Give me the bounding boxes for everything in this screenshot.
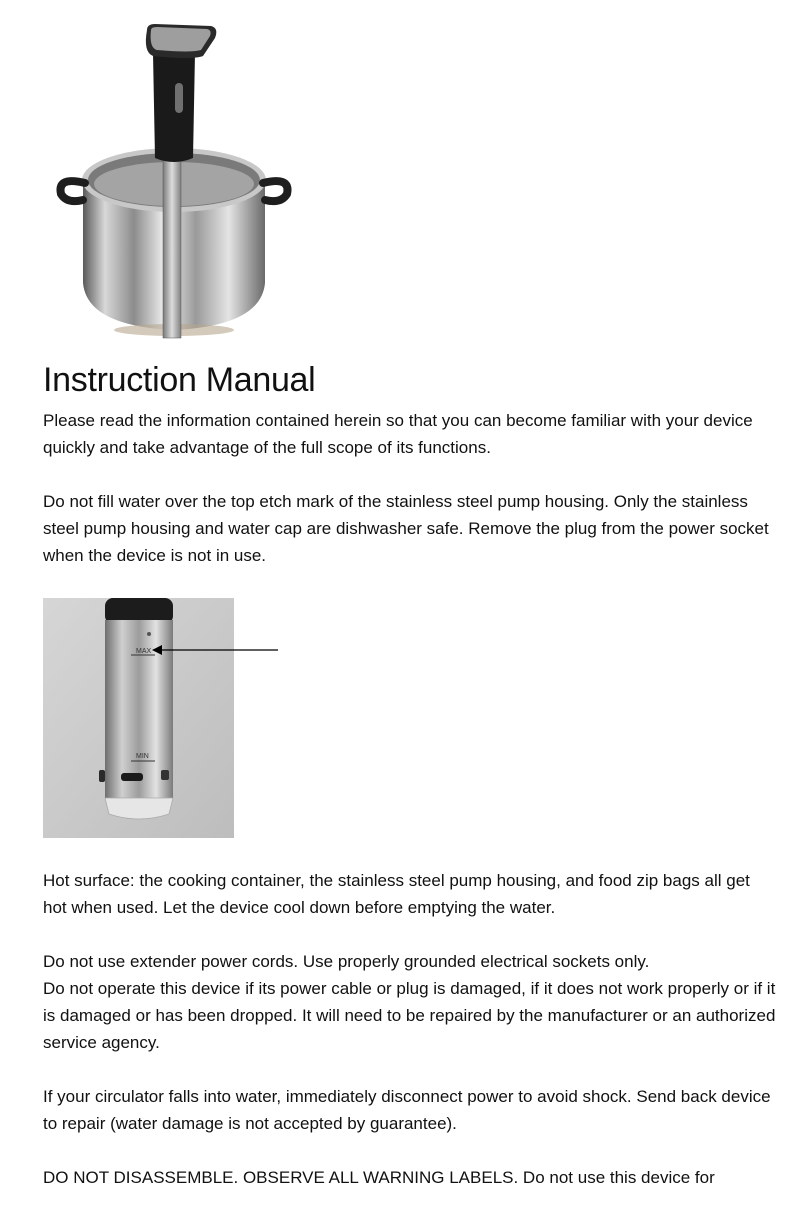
max-pointer-arrow bbox=[150, 640, 280, 660]
max-mark-label: MAX bbox=[136, 648, 152, 655]
water-fall-paragraph: If your circulator falls into water, immediately disconnect power to avoid shock. Send back device to repair (water damage is not accepted by guarantee). bbox=[43, 1087, 771, 1133]
disassemble-warning-paragraph: DO NOT DISASSEMBLE. OBSERVE ALL WARNING LABELS. Do not use this device for bbox=[43, 1168, 715, 1187]
damaged-device-paragraph: Do not operate this device if its power cable or plug is damaged, if it does not work properly or if it is damaged or has been dropped. It will need to be repaired by the manufacturer or an authorized service agency. bbox=[43, 979, 776, 1052]
hot-surface-paragraph: Hot surface: the cooking container, the stainless steel pump housing, and food zip bags all get hot when used. Let the device cool down before emptying the water. bbox=[43, 871, 750, 917]
product-photo bbox=[43, 8, 305, 348]
water-level-paragraph: Do not fill water over the top etch mark of the stainless steel pump housing. Only the stainless steel pump housing and water cap are dishwasher safe. Remove the plug from the power socket when the device is not in use. bbox=[43, 492, 769, 565]
intro-paragraph: Please read the information contained herein so that you can become familiar with your device quickly and take advantage of the full scope of its functions. bbox=[43, 411, 753, 457]
min-mark-label: MIN bbox=[136, 753, 149, 760]
page-title: Instruction Manual bbox=[43, 361, 316, 399]
probe-photo bbox=[43, 598, 234, 838]
power-cords-paragraph: Do not use extender power cords. Use properly grounded electrical sockets only. bbox=[43, 952, 650, 971]
